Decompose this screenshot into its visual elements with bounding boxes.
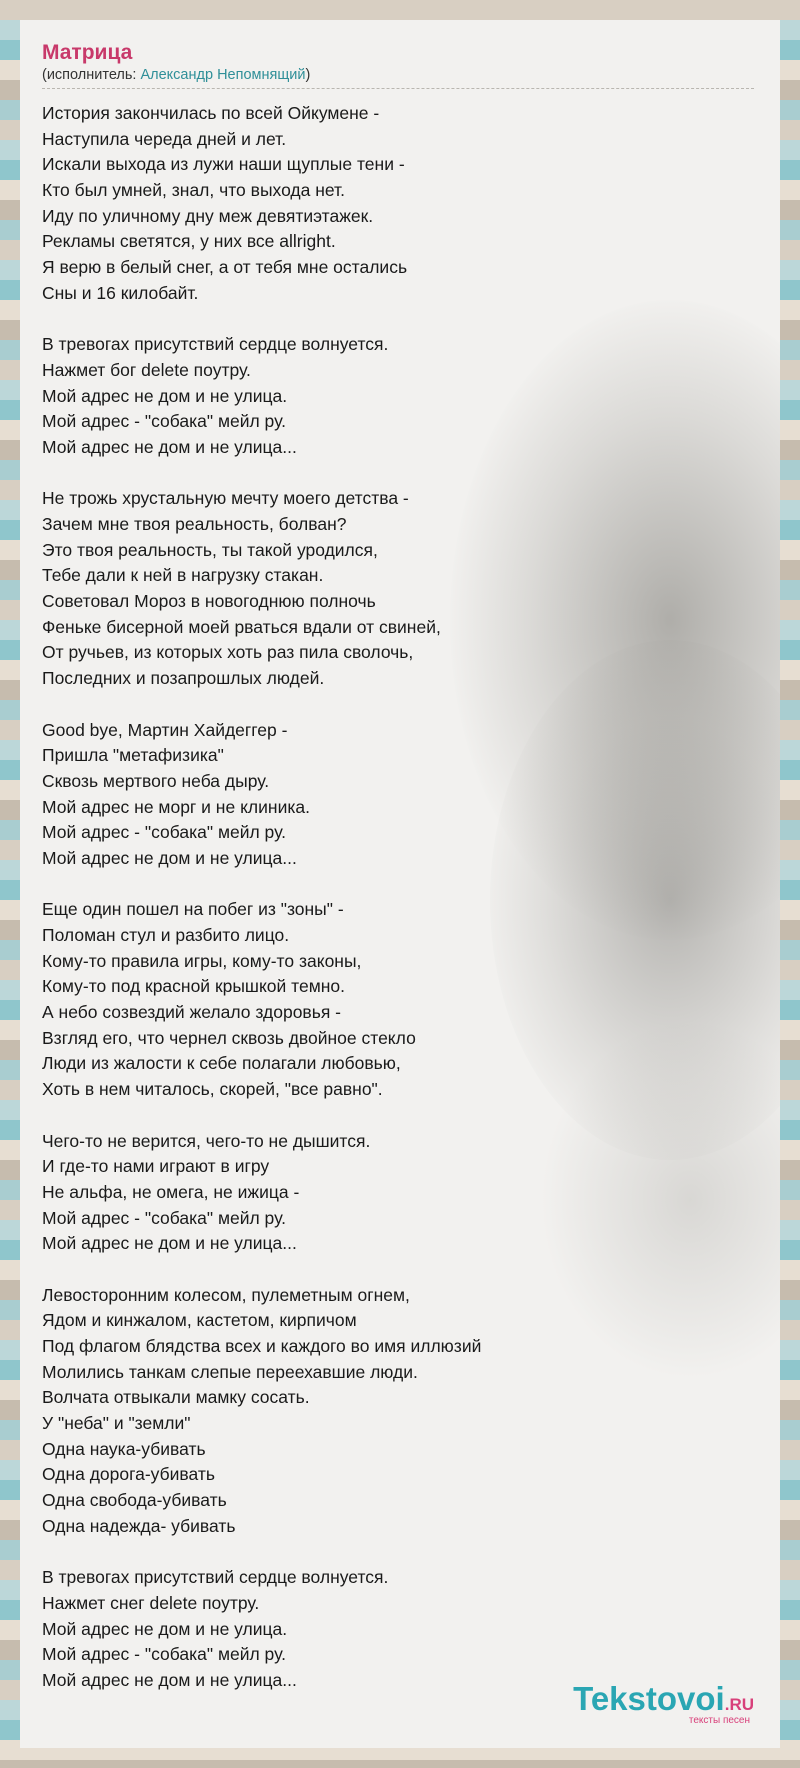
lyric-line: Мой адрес не дом и не улица... [42,1233,297,1254]
lyric-line: Еще один пошел на побег из "зоны" - [42,899,344,920]
lyric-line: Кому-то под красной крышкой темно. [42,976,346,997]
lyric-line: Последних и позапрошлых людей. [42,668,325,689]
lyric-line: История закончилась по всей Ойкумене - [42,103,380,123]
artist-line [42,66,754,89]
artist-prefix: (исполнитель: [42,67,141,83]
lyric-line: В тревогах присутствий сердце волнуется. [42,334,389,355]
lyric-line: И где-то нами играют в игру [42,1156,270,1177]
lyric-line: Левосторонним колесом, пулеметным огнем, [42,1284,410,1305]
artist-link[interactable]: Александр Непомнящий [140,67,306,83]
logo-tagline: тексты песен [688,1715,750,1726]
lyric-line: Рекламы светятся, у них все allright. [42,231,336,252]
lyric-line: Взгляд его, что чернел сквозь двойное стекло [42,1027,416,1048]
lyric-line: Ядом и кинжалом, кастетом, кирпичом [42,1310,357,1331]
lyric-line: А небо созвездий желало здоровья - [42,1002,342,1023]
artist-suffix: ) [305,67,311,83]
lyric-line: Одна наука-убивать [42,1438,206,1459]
stanza [42,1129,762,1257]
lyric-line: Мой адрес не дом и не улица... [42,847,297,868]
lyric-line: Я верю в белый снег, а от тебя мне остались [42,257,408,278]
song-title: Матрица [42,41,133,64]
stanza [42,1283,762,1540]
lyric-line: Мой адрес не дом и не улица... [42,1669,297,1690]
lyric-line: Волчата отвыкали мамку сосать. [42,1387,310,1408]
stanza [42,332,762,460]
lyric-line: Мой адрес - "собака" мейл ру. [42,1644,286,1665]
stanza-gap [42,307,762,333]
lyric-line: Феньке бисерной моей рваться вдали от свиней, [42,616,441,637]
lyric-line: Наступила череда дней и лет. [42,128,287,149]
lyric-line: Кто был умней, знал, что выхода нет. [42,180,345,201]
lyric-line: Поломан стул и разбито лицо. [42,925,290,945]
lyric-line: Чего-то не верится, чего-то не дышится. [42,1130,371,1151]
stanza-gap [42,872,762,898]
lyrics-card [20,20,780,1748]
lyric-line: От ручьев, из которых хоть раз пила сволочь, [42,642,414,663]
lyric-line: Одна дорога-убивать [42,1464,215,1485]
stanza-gap [42,1257,762,1283]
lyric-line: Не трожь хрустальную мечту моего детства - [42,488,409,509]
stanza [42,718,762,872]
lyric-line: Кому-то правила игры, кому-то законы, [42,950,362,971]
lyric-line: Мой адрес не морг и не клиника. [42,796,310,817]
site-logo[interactable] [573,1682,754,1726]
lyric-line: У "неба" и "земли" [42,1413,191,1434]
lyric-line: Сквозь мертвого неба дыру. [42,770,270,791]
lyric-line: Мой адрес - "собака" мейл ру. [42,1207,286,1228]
lyric-line: Под флагом блядства всех и каждого во имя иллюзий [42,1336,482,1356]
lyric-line: Мой адрес не дом и не улица. [42,1618,288,1639]
lyric-line: Это твоя реальность, ты такой уродился, [42,539,378,560]
stanza [42,897,762,1103]
lyric-line: Искали выхода из лужи наши щуплые тени - [42,154,405,175]
lyric-line: Нажмет бог delete поутру. [42,359,251,380]
lyrics-text [42,101,762,1694]
stanza-gap [42,1103,762,1129]
lyric-line: Мой адрес - "собака" мейл ру. [42,411,286,432]
lyric-line: Молились танкам слепые переехавшие люди. [42,1361,418,1382]
lyric-line: Люди из жалости к себе полагали любовью, [42,1053,401,1074]
lyric-line: Сны и 16 килобайт. [42,282,199,303]
stanza [42,486,762,692]
lyric-line: В тревогах присутствий сердце волнуется. [42,1567,389,1588]
lyric-line: Одна надежда- убивать [42,1515,236,1536]
lyric-line: Одна свобода-убивать [42,1490,227,1511]
logo-wordmark: Tekstovoi [573,1680,725,1717]
stanza [42,101,762,307]
stanza-gap [42,461,762,487]
stanza-gap [42,1540,762,1566]
lyric-line: Хоть в нем читалось, скорей, "все равно". [42,1079,383,1100]
stanza [42,1565,762,1693]
lyric-line: Мой адрес - "собака" мейл ру. [42,822,286,843]
lyric-line: Иду по уличному дну меж девятиэтажек. [42,205,374,226]
lyric-line: Советовал Мороз в новогоднюю полночь [42,591,376,612]
logo-tld: .RU [724,1695,754,1714]
lyric-line: Нажмет снег delete поутру. [42,1592,260,1613]
song-content [42,40,762,1694]
stanza-gap [42,692,762,718]
lyric-line: Не альфа, не омега, не ижица - [42,1181,300,1202]
lyric-line: Good bye, Мартин Хайдеггер - [42,719,288,740]
lyric-line: Тебе дали к ней в нагрузку стакан. [42,565,324,586]
lyric-line: Мой адрес не дом и не улица... [42,436,297,457]
lyric-line: Пришла "метафизика" [42,745,224,766]
lyric-line: Мой адрес не дом и не улица. [42,385,288,406]
lyric-line: Зачем мне твоя реальность, болван? [42,514,347,534]
